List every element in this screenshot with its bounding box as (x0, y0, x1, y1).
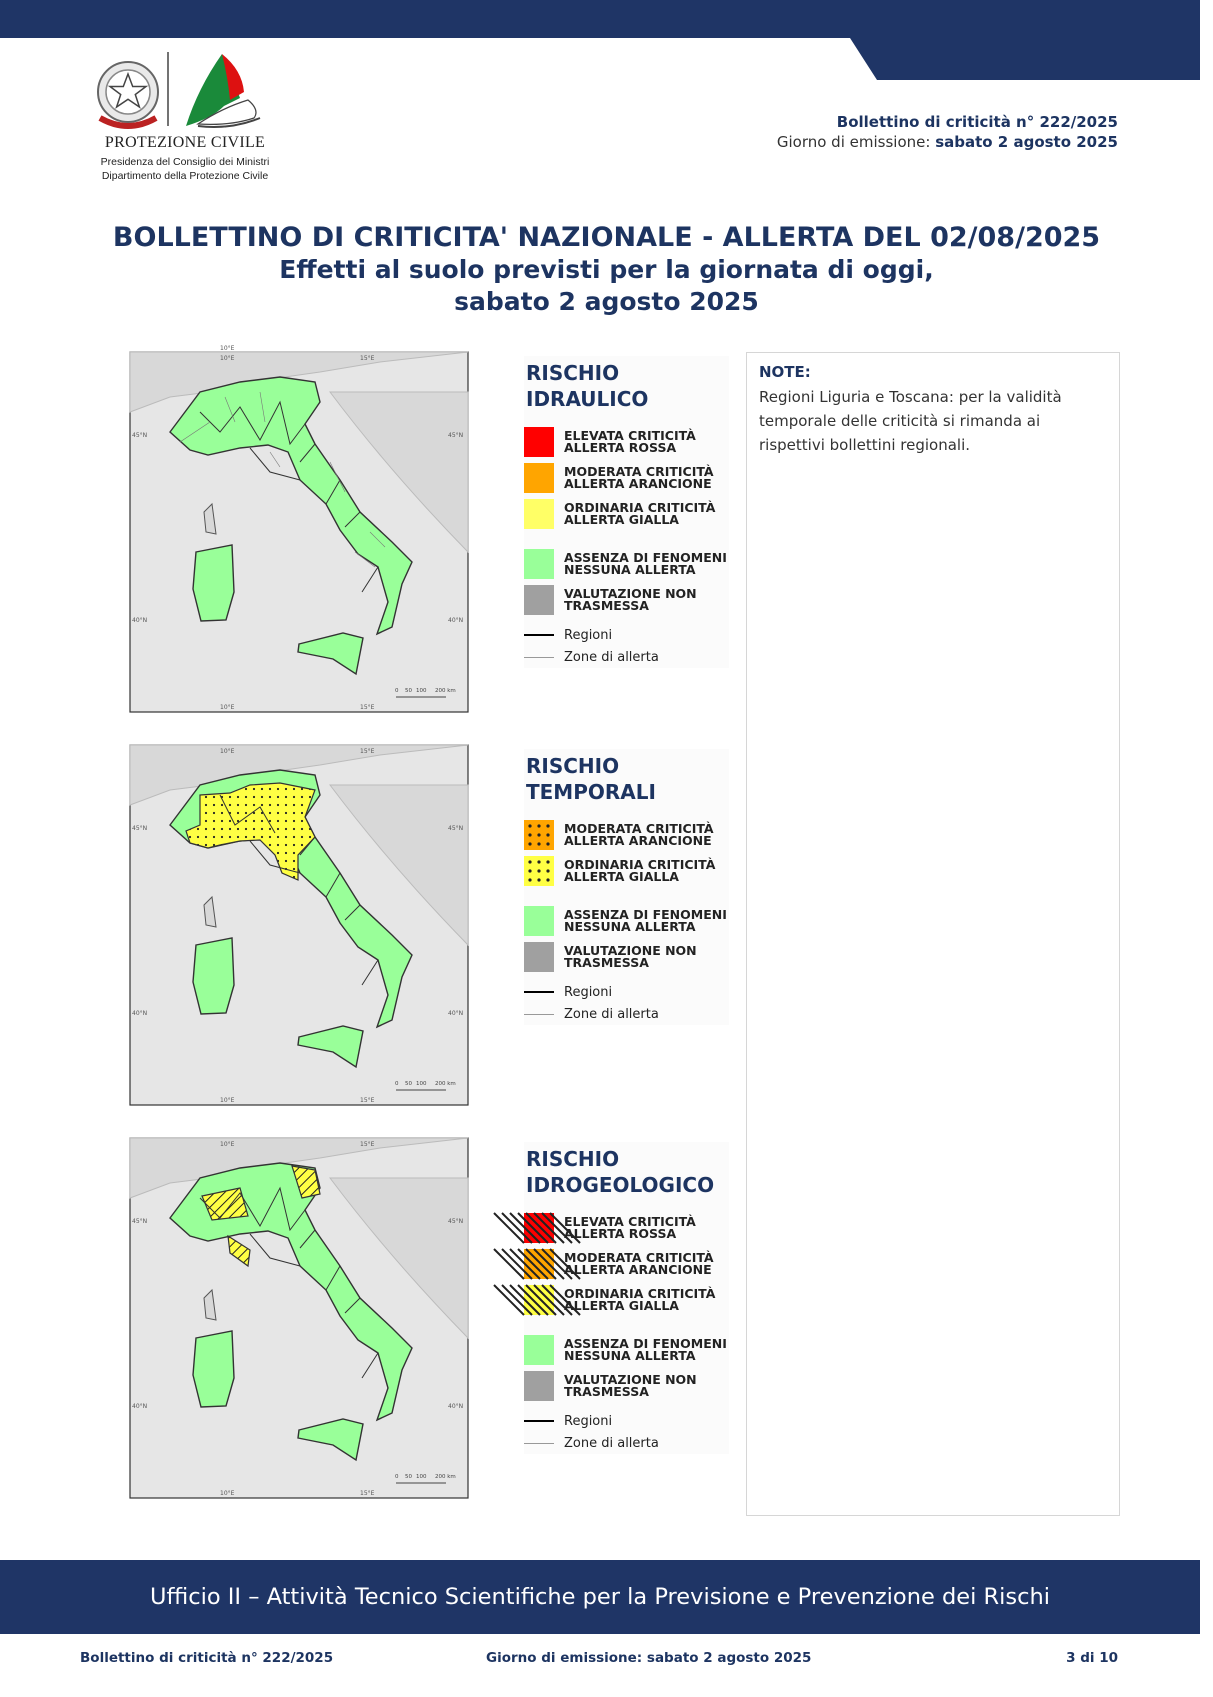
legend-item (524, 424, 729, 460)
legend-line-swatch (524, 657, 554, 658)
legend-item-label: MODERATA CRITICITÀ ALLERTA ARANCIONE (564, 821, 714, 848)
svg-text:45°N: 45°N (132, 1218, 148, 1225)
legend-swatch (524, 942, 554, 972)
svg-text:200 km: 200 km (435, 1081, 456, 1087)
footer-bulletin-number: Bollettino di criticità n° 222/2025 (80, 1650, 334, 1666)
svg-text:40°N: 40°N (132, 1010, 148, 1017)
legend-item-label: VALUTAZIONE NON TRASMESSA (564, 586, 697, 613)
svg-text:200 km: 200 km (435, 1474, 456, 1480)
footer-issue-date: Giorno di emissione: sabato 2 agosto 2025 (486, 1650, 812, 1666)
legend-line-swatch (524, 991, 554, 993)
legend-swatch (524, 1335, 554, 1365)
legend-zones: Zone di allerta (524, 646, 729, 668)
svg-text:100: 100 (416, 1081, 427, 1087)
legend-item-label: ORDINARIA CRITICITÀ ALLERTA GIALLA (564, 1286, 716, 1313)
footer-banner (0, 1560, 1200, 1634)
legend-item-label: ASSENZA DI FENOMENI NESSUNA ALLERTA (564, 1336, 727, 1363)
svg-text:50: 50 (405, 1081, 412, 1087)
page-title (0, 222, 1213, 318)
svg-text:10°E: 10°E (220, 1141, 235, 1148)
legend-swatch (524, 585, 554, 615)
svg-text:15°E: 15°E (360, 1141, 375, 1148)
svg-text:45°N: 45°N (448, 432, 464, 439)
legend-item (524, 496, 729, 532)
legend-rischio-idraulico (524, 356, 729, 668)
legend-item (524, 582, 729, 618)
svg-text:40°N: 40°N (132, 1403, 148, 1410)
legend-item-label: ASSENZA DI FENOMENI NESSUNA ALLERTA (564, 550, 727, 577)
svg-text:0: 0 (395, 1081, 399, 1087)
legend-zones: Zone di allerta (524, 1003, 729, 1025)
legend-item-label: VALUTAZIONE NON TRASMESSA (564, 943, 697, 970)
protezione-civile-logo (90, 48, 280, 190)
legend-item (524, 1332, 729, 1368)
legend-item-label: MODERATA CRITICITÀ ALLERTA ARANCIONE (564, 464, 714, 491)
legend-title: RISCHIO IDRAULICO (526, 361, 649, 411)
legend-item-label: MODERATA CRITICITÀ ALLERTA ARANCIONE (564, 1250, 714, 1277)
grat-lon-15-bottom: 15°E (360, 704, 375, 711)
legend-item (524, 1368, 729, 1404)
legend-swatch (524, 1371, 554, 1401)
legend-title: RISCHIO TEMPORALI (526, 754, 656, 804)
legend-swatch (524, 1249, 554, 1279)
legend-swatch (524, 1213, 554, 1243)
svg-text:45°N: 45°N (448, 825, 464, 832)
legend-item (524, 817, 729, 853)
svg-text:200 km: 200 km (435, 688, 456, 694)
legend-swatch (524, 549, 554, 579)
legend-line-swatch (524, 1014, 554, 1015)
grat-lon-15-top: 15°E (360, 355, 375, 362)
legend-item-label: ORDINARIA CRITICITÀ ALLERTA GIALLA (564, 857, 716, 884)
grat-lat-45: 45°N (132, 432, 148, 439)
svg-text:10°E: 10°E (220, 345, 235, 352)
svg-text:50: 50 (405, 1474, 412, 1480)
legend-item (524, 939, 729, 975)
legend-line-swatch (524, 1420, 554, 1422)
legend-item-label: ELEVATA CRITICITÀ ALLERTA ROSSA (564, 428, 696, 455)
legend-item (524, 1210, 729, 1246)
svg-text:0: 0 (395, 1474, 399, 1480)
legend-swatch (524, 427, 554, 457)
grat-lat-40: 40°N (132, 617, 148, 624)
svg-text:45°N: 45°N (448, 1218, 464, 1225)
legend-item (524, 546, 729, 582)
logo-subtitle-1: Presidenza del Consiglio dei Ministri (100, 156, 270, 168)
legend-regions: Regioni (524, 624, 729, 646)
emblem-icon (90, 48, 280, 134)
legend-swatch (524, 1285, 554, 1315)
svg-text:15°E: 15°E (360, 1490, 375, 1497)
footer-banner-text: Ufficio II – Attività Tecnico Scientifiche per la Previsione e Prevenzione dei Rischi (150, 1584, 1050, 1610)
title-line-1: BOLLETTINO DI CRITICITA' NAZIONALE - ALLERTA DEL 02/08/2025 (112, 222, 1101, 253)
legend-item (524, 903, 729, 939)
legend-item (524, 1282, 729, 1318)
svg-text:45°N: 45°N (132, 825, 148, 832)
svg-text:50: 50 (405, 688, 412, 694)
page-number: 3 di 10 (1066, 1650, 1118, 1666)
legend-swatch (524, 499, 554, 529)
logo-subtitle-2: Dipartimento della Protezione Civile (101, 170, 269, 182)
legend-line-swatch (524, 1443, 554, 1444)
legend-item (524, 1246, 729, 1282)
legend-rischio-idrogeologico (524, 1142, 729, 1454)
legend-item-label: ASSENZA DI FENOMENI NESSUNA ALLERTA (564, 907, 727, 934)
map-rischio-temporali (130, 745, 468, 1105)
legend-zones: Zone di allerta (524, 1432, 729, 1454)
svg-text:10°E: 10°E (220, 1490, 235, 1497)
notes-panel (746, 352, 1120, 1516)
legend-item-label: ORDINARIA CRITICITÀ ALLERTA GIALLA (564, 500, 716, 527)
legend-title: RISCHIO IDROGEOLOGICO (526, 1147, 715, 1197)
svg-text:0: 0 (395, 688, 399, 694)
header-info (777, 112, 1118, 152)
map-rischio-idraulico (130, 345, 468, 712)
legend-item (524, 460, 729, 496)
bulletin-number: Bollettino di criticità n° 222/2025 (836, 113, 1118, 131)
svg-text:40°N: 40°N (448, 617, 464, 624)
svg-text:15°E: 15°E (360, 748, 375, 755)
svg-text:10°E: 10°E (220, 748, 235, 755)
logo-name: PROTEZIONE CIVILE (104, 134, 266, 151)
notes-text: Regioni Liguria e Toscana: per la validità temporale delle criticità si rimanda ai rispettivi bollettini regionali. (759, 388, 1062, 454)
legend-line-swatch (524, 634, 554, 636)
legend-item (524, 853, 729, 889)
title-line-3: sabato 2 agosto 2025 (454, 287, 759, 316)
svg-text:10°E: 10°E (220, 1097, 235, 1104)
legend-swatch (524, 906, 554, 936)
svg-text:100: 100 (416, 688, 427, 694)
legend-regions: Regioni (524, 1410, 729, 1432)
title-line-2: Effetti al suolo previsti per la giornata di oggi, (279, 255, 934, 284)
issue-label: Giorno di emissione: (776, 133, 936, 151)
svg-text:40°N: 40°N (448, 1403, 464, 1410)
legend-swatch (524, 820, 554, 850)
map-rischio-idrogeologico (130, 1138, 468, 1498)
legend-regions: Regioni (524, 981, 729, 1003)
legend-item-label: ELEVATA CRITICITÀ ALLERTA ROSSA (564, 1214, 696, 1241)
svg-text:40°N: 40°N (448, 1010, 464, 1017)
legend-swatch (524, 463, 554, 493)
svg-text:100: 100 (416, 1474, 427, 1480)
notes-title: NOTE: (759, 363, 811, 381)
issue-date: sabato 2 agosto 2025 (935, 133, 1118, 151)
grat-lon-10-top: 10°E (220, 355, 235, 362)
legend-swatch (524, 856, 554, 886)
grat-lon-10-bottom: 10°E (220, 704, 235, 711)
legend-item-label: VALUTAZIONE NON TRASMESSA (564, 1372, 697, 1399)
legend-rischio-temporali (524, 749, 729, 1025)
svg-text:15°E: 15°E (360, 1097, 375, 1104)
